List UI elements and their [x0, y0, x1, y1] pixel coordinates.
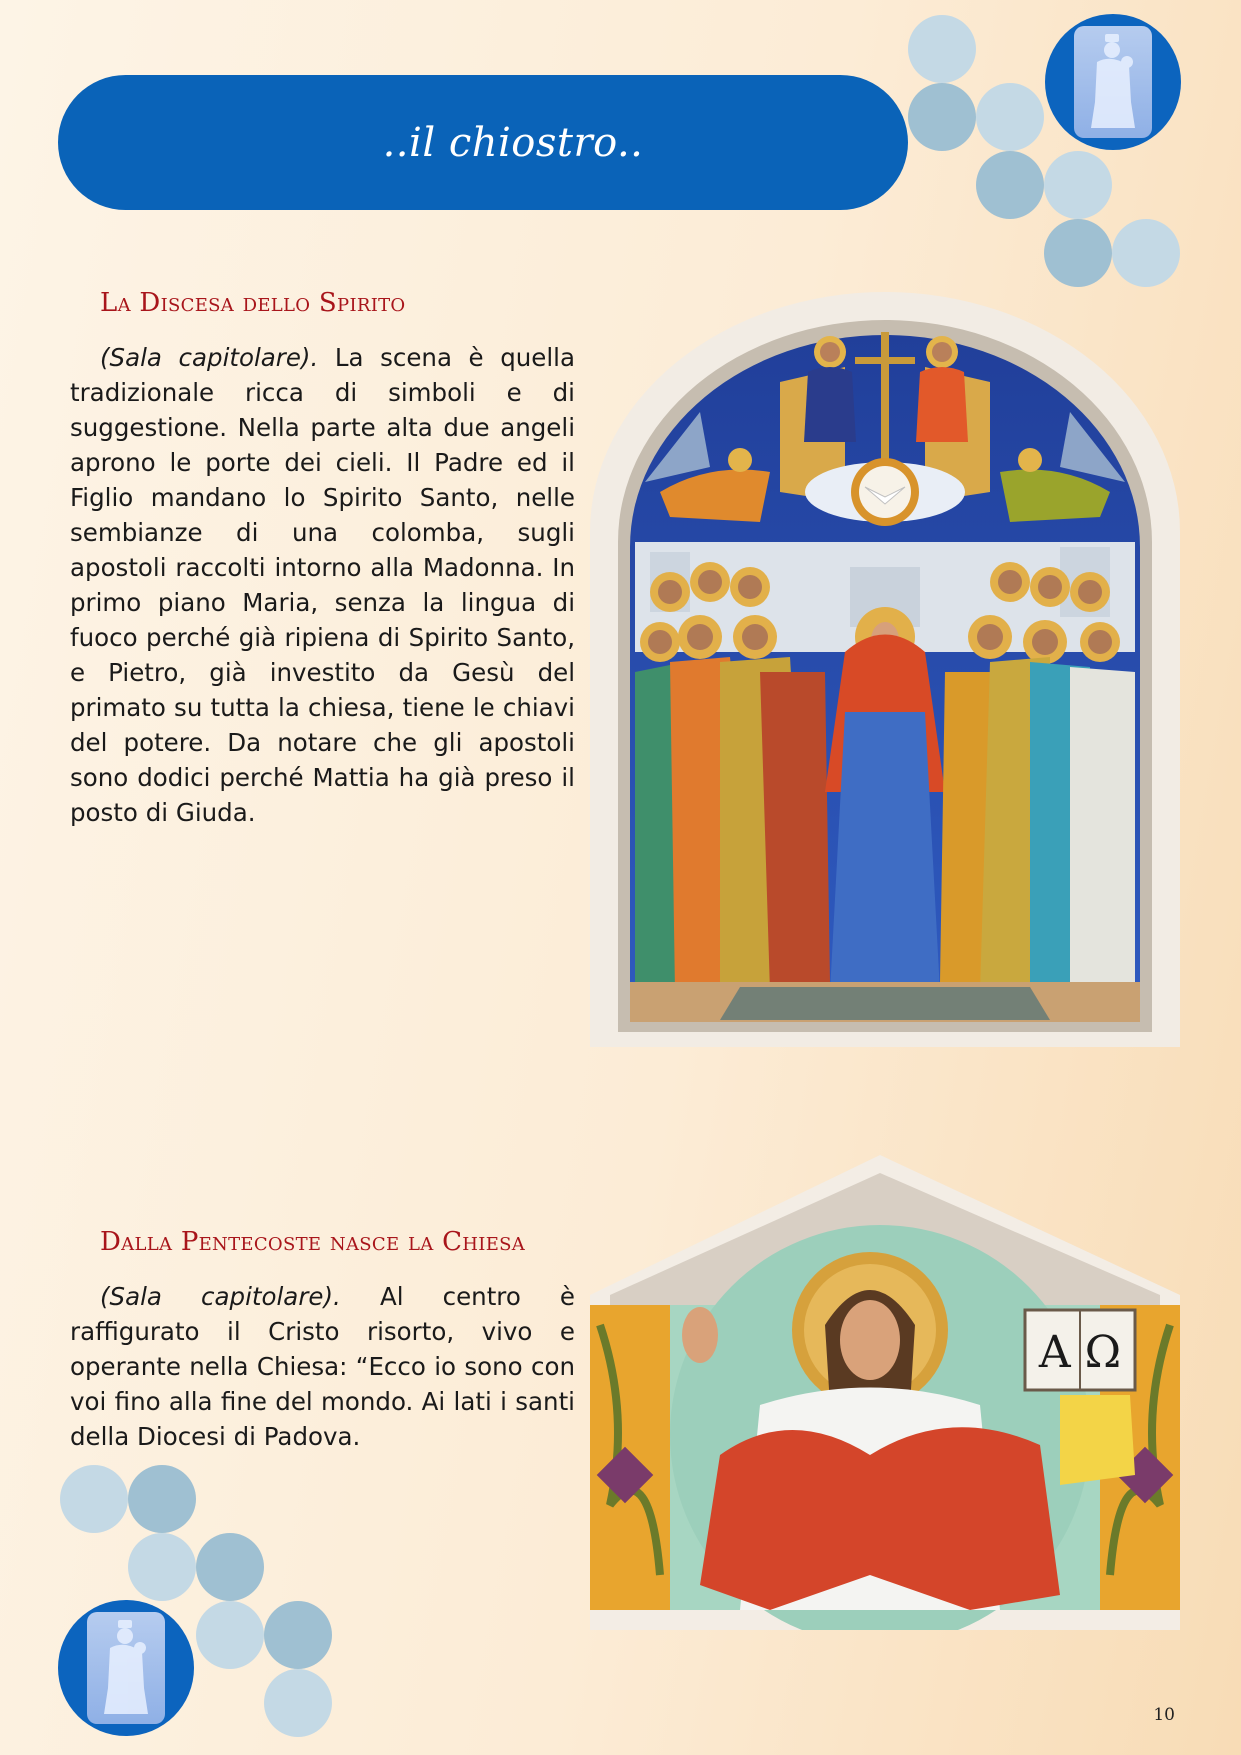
decorative-dot — [1044, 219, 1112, 287]
section-lead: (Sala capitolare). — [100, 343, 319, 372]
section-title: Dalla Pentecoste nasce la Chiesa — [100, 1227, 526, 1257]
pentecost-fresco-image — [590, 292, 1180, 1047]
madonna-statue-icon — [96, 1618, 156, 1718]
decorative-dot — [1112, 219, 1180, 287]
decorative-dot — [196, 1601, 264, 1669]
section-body — [70, 340, 575, 830]
madonna-medallion — [58, 1600, 194, 1736]
decorative-dot — [1044, 151, 1112, 219]
book-letters: Α Ω — [1038, 1327, 1122, 1378]
decorative-dot — [264, 1601, 332, 1669]
section-lead: (Sala capitolare). — [100, 1282, 341, 1311]
section-body — [70, 1279, 575, 1454]
section-title: La Discesa dello Spirito — [100, 288, 406, 318]
page-number: 10 — [1153, 1705, 1175, 1725]
page-title: ..il chiostro.. — [382, 119, 644, 166]
risen-christ-fresco-image — [590, 1155, 1180, 1630]
decorative-dot — [908, 83, 976, 151]
section-text: La scena è quella tradizionale ricca di simboli e di suggestione. Nella parte alta due angeli aprono le porte dei cieli. Il Padre ed il Figlio mandano lo Spirito Santo, nelle sembianze di una colomba, sugli apostoli raccolti intorno alla Madonna. In primo piano Maria, senza la lingua di fuoco perché già ripiena di Spirito Santo, e Pietro, già investito da Gesù del primato su tutta la chiesa, tiene le chiavi del potere. Da notare che gli apostoli sono dodici perché Mattia ha già preso il posto di Giuda. — [70, 343, 575, 827]
section-text: Al centro è raffigurato il Cristo risorto, vivo e operante nella Chiesa: “Ecco io sono con voi fino alla fine del mondo. Ai lati i santi della Diocesi di Padova. — [70, 1282, 576, 1451]
madonna-statue-icon — [1083, 32, 1143, 132]
madonna-medallion — [1045, 14, 1181, 150]
decorative-dot — [976, 83, 1044, 151]
decorative-dot — [60, 1465, 128, 1533]
decorative-dot — [196, 1533, 264, 1601]
decorative-dot — [264, 1669, 332, 1737]
decorative-dot — [976, 151, 1044, 219]
decorative-dot — [128, 1533, 196, 1601]
decorative-dot — [128, 1465, 196, 1533]
header-banner — [58, 75, 908, 210]
decorative-dot — [908, 15, 976, 83]
